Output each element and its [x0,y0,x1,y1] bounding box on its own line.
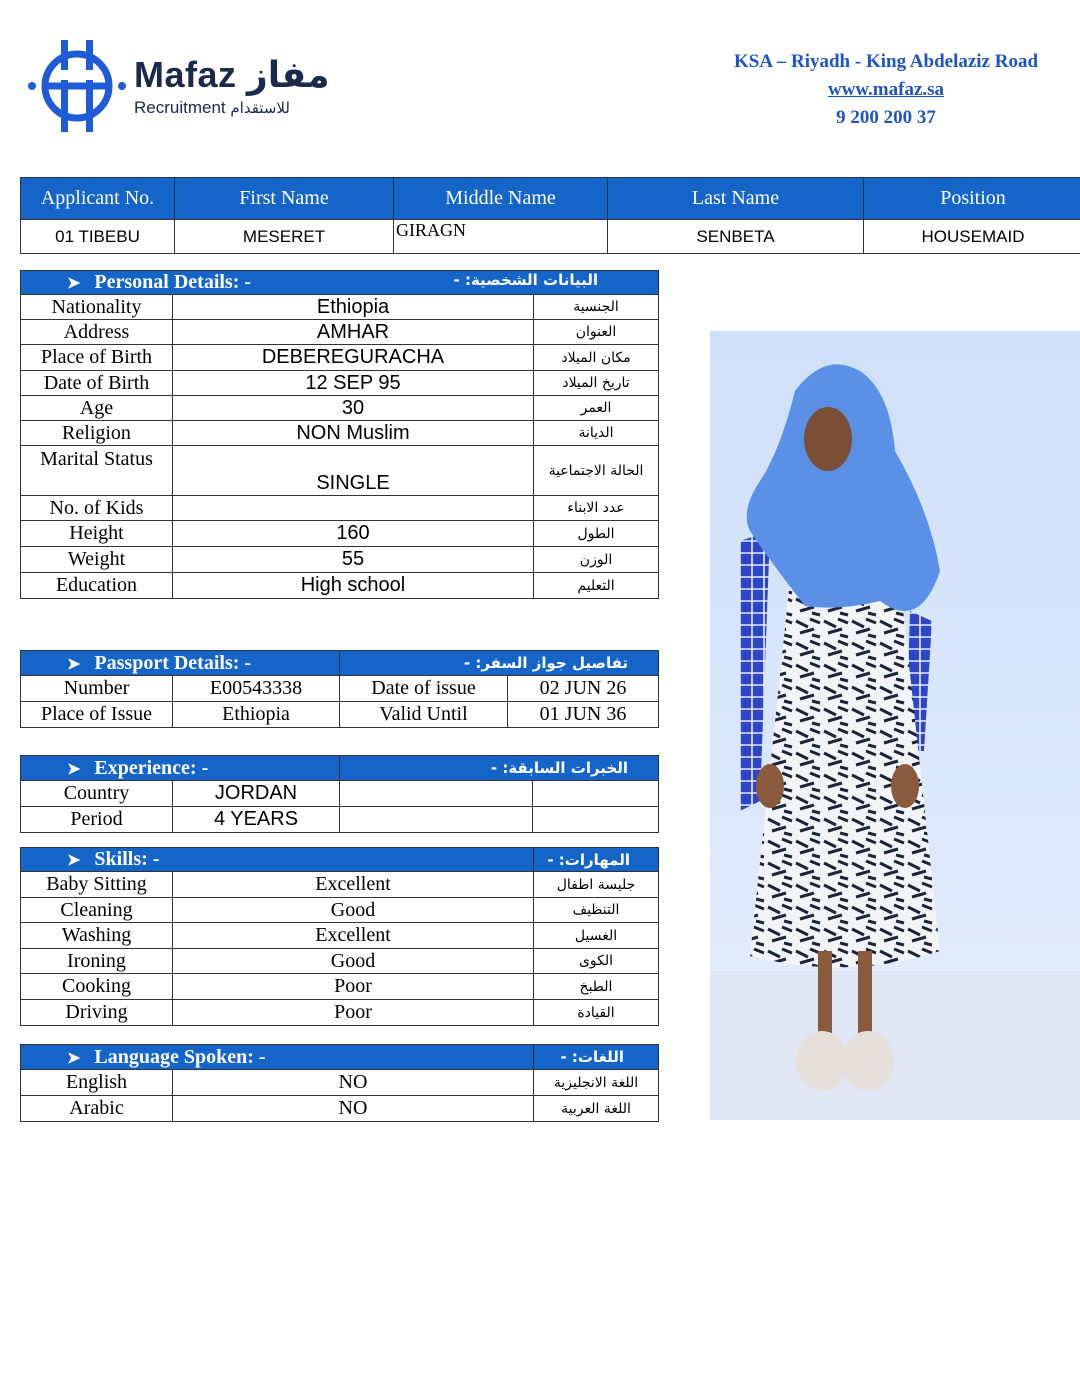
website-link[interactable]: www.mafaz.sa [827,79,945,100]
value-religion: NON Muslim [173,421,534,446]
personal-details-header [21,271,659,295]
last-name: SENBETA [608,220,864,254]
arabic-weight: الوزن [534,547,659,573]
arrow-bullet-icon: ➤ [67,852,81,869]
skill-label: Washing [21,923,173,949]
empty-cell [340,807,533,833]
value-age: 30 [173,396,534,421]
label-passport-number: Number [21,676,173,702]
label-nationality: Nationality [21,295,173,320]
label-date-of-birth: Date of Birth [21,371,173,396]
label-country: Country [21,781,173,807]
value-place-of-birth: DEBEREGURACHA [173,345,534,371]
arabic-height: الطول [534,521,659,547]
experience-header-en: ➤ Experience: - [21,756,340,781]
header-position: Position [864,178,1080,220]
arabic-marital-status: الحالة الاجتماعية [534,446,659,496]
language-level: NO [173,1096,534,1122]
company-logo [24,36,344,136]
label-marital-status: Marital Status [21,446,173,496]
skill-level: Poor [173,974,534,1000]
label-religion: Religion [21,421,173,446]
value-education: High school [173,573,534,599]
skill-label: Baby Sitting [21,872,173,898]
value-nationality: Ethiopia [173,295,534,320]
label-period: Period [21,807,173,833]
applicant-no: 01 TIBEBU [21,220,175,254]
header-first-name: First Name [175,178,394,220]
label-height: Height [21,521,173,547]
skill-arabic: الطبخ [534,974,659,1000]
arabic-religion: الديانة [534,421,659,446]
header-applicant-no: Applicant No. [21,178,175,220]
label-address: Address [21,320,173,345]
skill-arabic: الغسيل [534,923,659,949]
applicant-figure-icon [710,331,1080,1120]
value-height: 160 [173,521,534,547]
value-marital-status: SINGLE [173,446,534,496]
language-label: Arabic [21,1096,173,1122]
arabic-nationality: الجنسية [534,295,659,320]
language-arabic: اللغة العربية [534,1096,659,1122]
value-period: 4 YEARS [173,807,340,833]
position: HOUSEMAID [864,220,1080,254]
skill-level: Excellent [173,923,534,949]
label-date-of-issue: Date of issue [340,676,508,702]
header-middle-name: Middle Name [394,178,608,220]
arabic-no-of-kids: عدد الابناء [534,496,659,521]
arrow-bullet-icon: ➤ [67,275,81,292]
first-name: MESERET [175,220,394,254]
skill-arabic: القيادة [534,1000,659,1026]
arabic-place-of-birth: مكان الميلاد [534,345,659,371]
skill-level: Poor [173,1000,534,1026]
arabic-age: العمر [534,396,659,421]
value-weight: 55 [173,547,534,573]
value-valid-until: 01 JUN 36 [508,702,659,728]
empty-cell [533,807,659,833]
value-address: AMHAR [173,320,534,345]
experience-header-ar: الخبرات السابقة: - [340,756,659,781]
arabic-education: التعليم [534,573,659,599]
value-country: JORDAN [173,781,340,807]
skill-arabic: جليسة اطفال [534,872,659,898]
label-place-of-issue: Place of Issue [21,702,173,728]
brand-name: Mafaz مفاز [134,54,330,96]
value-passport-number: E00543338 [173,676,340,702]
skill-level: Good [173,949,534,974]
personal-title-en: Personal Details: - [94,271,252,293]
arabic-address: العنوان [534,320,659,345]
passport-header-en: ➤ Passport Details: - [21,651,340,676]
label-no-of-kids: No. of Kids [21,496,173,521]
value-place-of-issue: Ethiopia [173,702,340,728]
header-last-name: Last Name [608,178,864,220]
mafaz-emblem-icon [24,36,130,136]
middle-name: GIRAGN [394,220,608,254]
label-education: Education [21,573,173,599]
personal-title-ar: البيانات الشخصية: - [453,271,599,289]
languages-header-ar: اللغات: - [534,1045,659,1070]
label-place-of-birth: Place of Birth [21,345,173,371]
language-arabic: اللغة الانجليزية [534,1070,659,1096]
skill-label: Cooking [21,974,173,1000]
skills-table [20,847,659,1026]
arrow-bullet-icon: ➤ [67,760,81,778]
applicant-photo [710,331,1080,1120]
brand-subtitle: Recruitment للاستقدام [134,98,290,117]
value-no-of-kids [173,496,534,521]
skills-header-ar: المهارات: - [534,848,659,872]
personal-details-table [20,270,659,599]
languages-header-en: ➤ Language Spoken: - [21,1045,534,1070]
skill-label: Driving [21,1000,173,1026]
passport-header-ar: تفاصيل جواز السفر: - [340,651,659,676]
value-date-of-birth: 12 SEP 95 [173,371,534,396]
skill-arabic: التنظيف [534,898,659,923]
contact-address: KSA – Riyadh - King Abdelaziz Road [733,51,1039,72]
passport-details-table [20,650,659,728]
label-valid-until: Valid Until [340,702,508,728]
contact-phone: 9 200 200 37 [836,107,936,128]
value-date-of-issue: 02 JUN 26 [508,676,659,702]
contact-block [716,48,1056,132]
applicant-table [20,177,1080,254]
label-age: Age [21,396,173,421]
skill-label: Ironing [21,949,173,974]
arrow-bullet-icon: ➤ [67,1049,81,1067]
languages-table [20,1044,659,1122]
empty-cell [340,781,533,807]
language-level: NO [173,1070,534,1096]
experience-table [20,755,659,833]
skills-header-en: ➤ Skills: - [21,848,534,872]
skill-label: Cleaning [21,898,173,923]
label-weight: Weight [21,547,173,573]
skill-level: Excellent [173,872,534,898]
language-label: English [21,1070,173,1096]
arabic-date-of-birth: تاريخ الميلاد [534,371,659,396]
arrow-bullet-icon: ➤ [67,655,81,673]
empty-cell [533,781,659,807]
skill-level: Good [173,898,534,923]
skill-arabic: الكوى [534,949,659,974]
